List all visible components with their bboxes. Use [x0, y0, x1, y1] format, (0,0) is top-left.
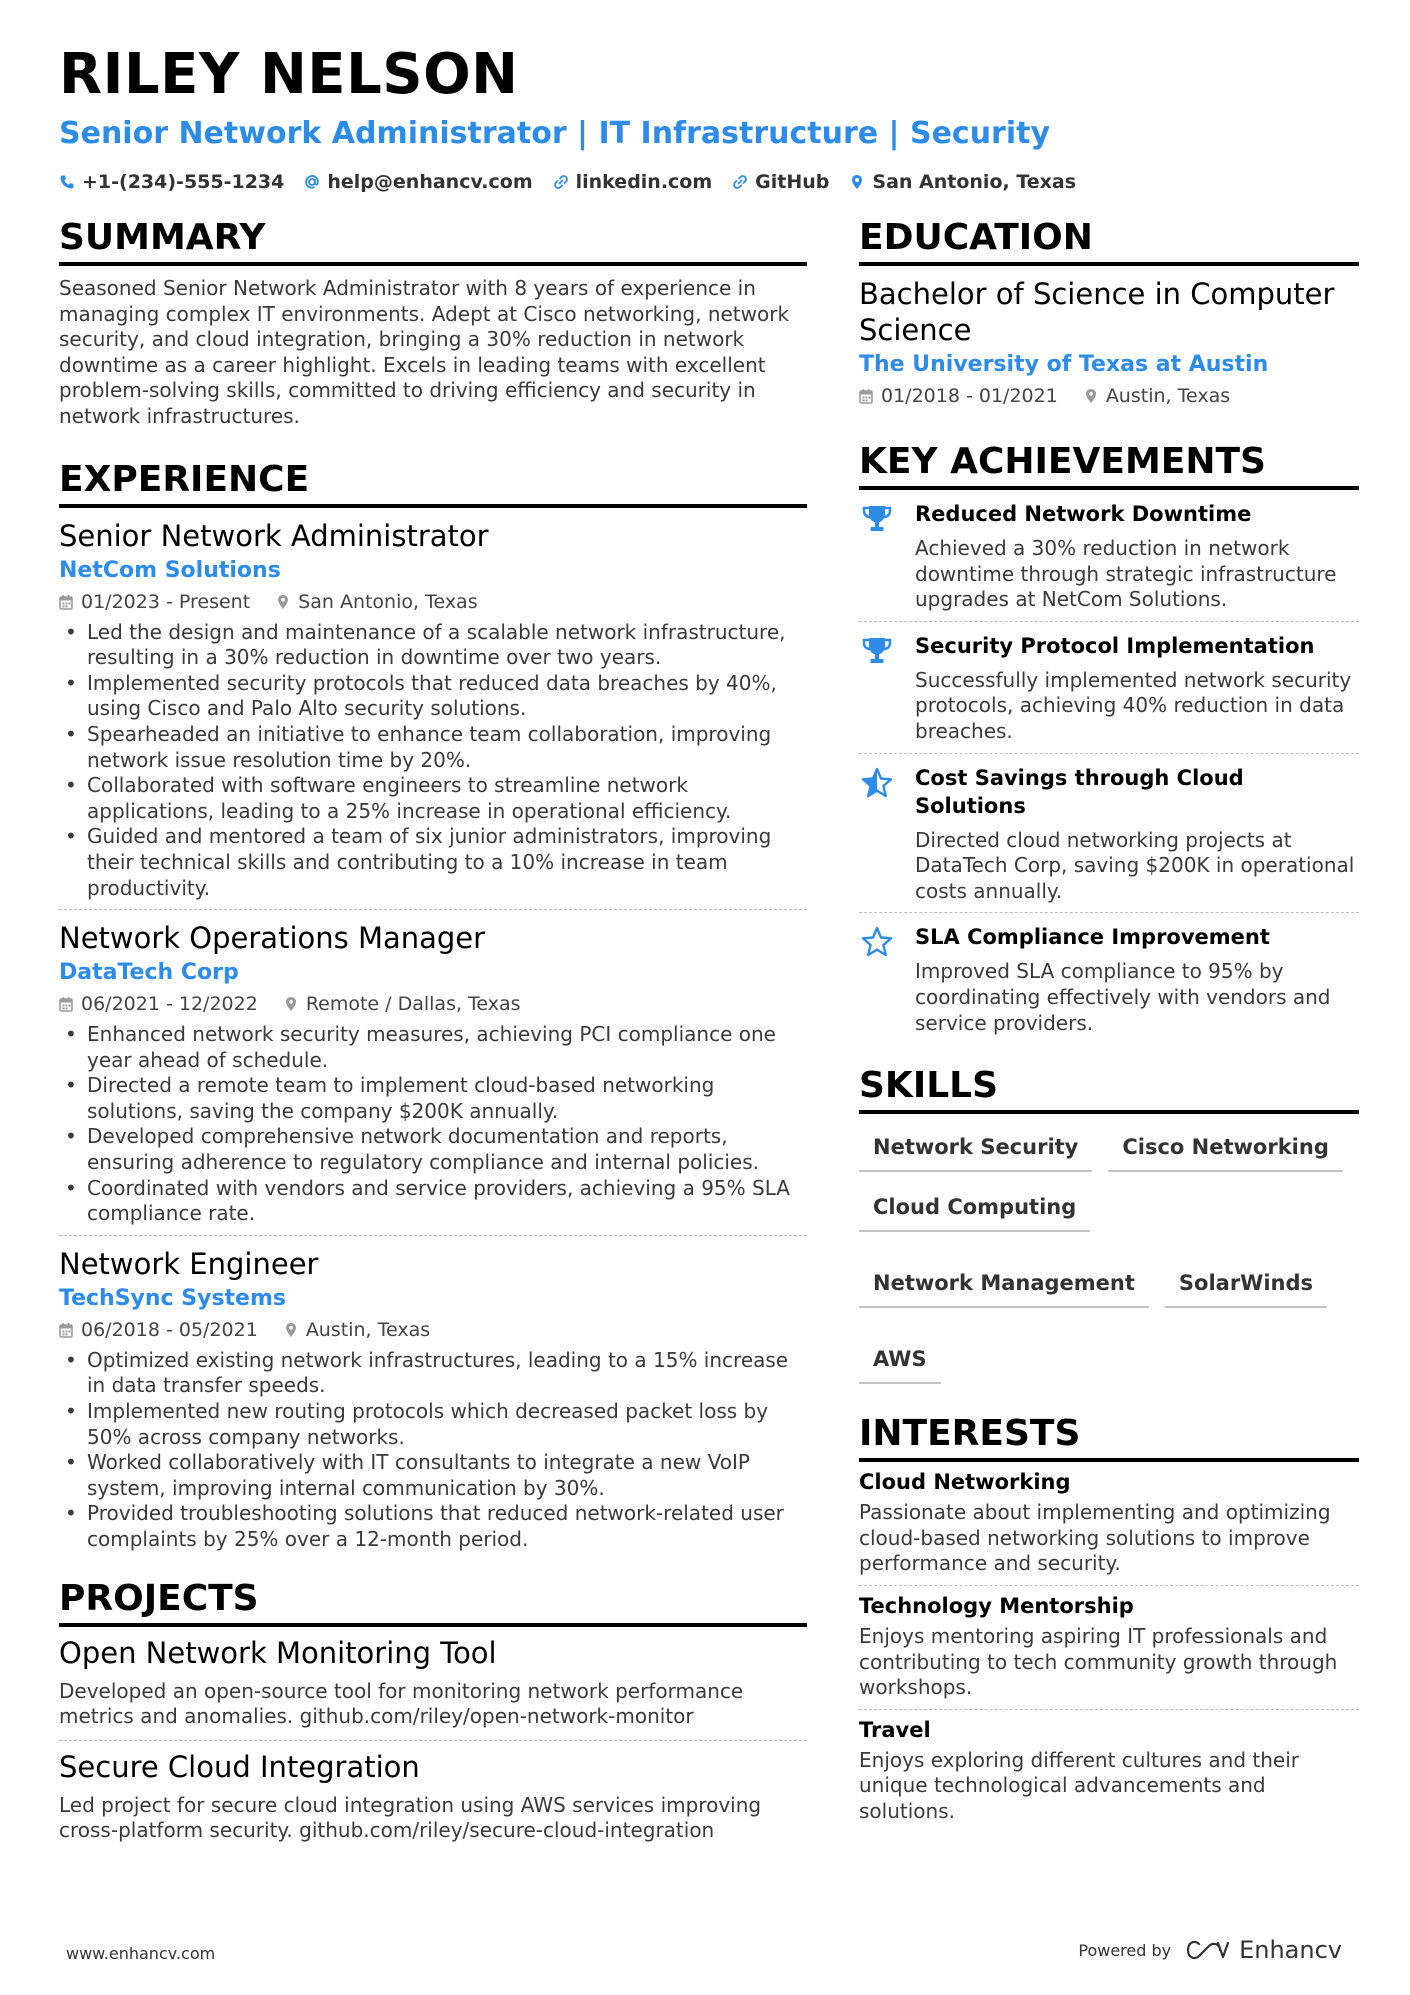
contact-linkedin[interactable]: [553, 171, 713, 193]
experience-section: [59, 460, 807, 1561]
achievement-item: [859, 913, 1359, 1044]
education-dates-text: 01/2018 - 01/2021: [881, 385, 1058, 407]
interest-description: Passionate about implementing and optimizing cloud-based networking solutions to improve performance and security.: [859, 1500, 1331, 1576]
section-title-skills: SKILLS: [859, 1066, 1359, 1114]
link-icon: [732, 174, 748, 190]
skill-tag: Network Security: [859, 1128, 1092, 1172]
trophy-icon: [859, 632, 895, 668]
contact-phone[interactable]: [59, 171, 284, 193]
section-title-interests: INTERESTS: [859, 1414, 1359, 1462]
achievement-title: Cost Savings through Cloud Solutions: [915, 765, 1244, 818]
achievement-title: Security Protocol Implementation: [915, 633, 1315, 658]
project-title: Secure Cloud Integration: [59, 1749, 420, 1784]
project-entry: [59, 1749, 807, 1854]
section-title-projects: PROJECTS: [59, 1579, 807, 1627]
job-dates-text: 06/2018 - 05/2021: [81, 1318, 258, 1341]
contact-phone-text: +1-(234)-555-1234: [82, 171, 285, 193]
job-bullet: • Implemented security protocols that reduced data breaches by 40%, using Cisco and Palo Alto security solutions.: [59, 671, 807, 722]
location-pin-icon: [276, 594, 290, 610]
projects-section: [59, 1579, 807, 1854]
job-entry: [59, 920, 807, 1236]
skills-list: [859, 1128, 1359, 1384]
project-description: Developed an open-source tool for monitoring network performance metrics and anomalies. github.com/riley/open-network-monitor: [59, 1678, 744, 1729]
contact-github[interactable]: [732, 171, 829, 193]
at-icon: [304, 174, 320, 190]
powered-by-label: Powered by: [1078, 1940, 1172, 1960]
job-location: [284, 1318, 430, 1342]
skill-tag: Network Management: [859, 1264, 1149, 1308]
skills-section: [859, 1066, 1359, 1384]
achievement-description: Successfully implemented network security protocols, achieving 40% reduction in data breaches.: [915, 667, 1352, 743]
achievement-item: [859, 622, 1359, 754]
achievements-section: [859, 442, 1359, 1044]
education-degree: Bachelor of Science in Computer Science: [859, 277, 1335, 347]
job-dates: [59, 992, 258, 1016]
trophy-icon: [859, 500, 895, 536]
calendar-icon: [859, 388, 873, 404]
project-description: Led project for secure cloud integration using AWS services improving cross-platform security. github.com/riley/secure-cloud-integration: [59, 1792, 762, 1843]
contact-linkedin-text: linkedin.com: [575, 171, 713, 193]
interests-section: [859, 1414, 1359, 1832]
education-location: [1084, 384, 1230, 408]
job-company: NetCom Solutions: [59, 557, 281, 583]
achievement-body: [915, 500, 1359, 613]
interest-item: [859, 1716, 1359, 1833]
job-location-text: Austin, Texas: [305, 1318, 431, 1341]
job-location-text: San Antonio, Texas: [298, 590, 478, 613]
summary-text: Seasoned Senior Network Administrator with 8 years of experience in managing complex IT environments. Adept at Cisco networking, network security, and cloud integration, bringing a 30% reduction in network downtime as a career highlight. Excels in leading teams with excellent problem-solving skills, committed to driving efficiency and security in network infrastructures.: [59, 276, 790, 428]
achievement-description: Achieved a 30% reduction in network downtime through strategic infrastructure upgrades at NetCom Solutions.: [915, 536, 1337, 612]
job-entry: [59, 518, 807, 911]
achievement-body: [915, 764, 1359, 905]
achievement-title: Reduced Network Downtime: [915, 502, 1252, 526]
enhancv-logo[interactable]: [1185, 1936, 1342, 1964]
contact-bar: [59, 170, 1076, 194]
job-company: TechSync Systems: [59, 1285, 286, 1311]
skill-tag: Cloud Computing: [859, 1188, 1090, 1232]
achievement-body: [915, 923, 1359, 1036]
interest-title: Cloud Networking: [859, 1470, 1071, 1495]
achievement-description: Improved SLA compliance to 95% by coordinating effectively with vendors and service providers.: [915, 959, 1331, 1035]
section-title-summary: SUMMARY: [59, 218, 807, 266]
education-school: The University of Texas at Austin: [859, 352, 1269, 377]
job-bullet: • Worked collaboratively with IT consultants to integrate a new VoIP system, improving internal communication by 30%.: [59, 1450, 807, 1501]
job-dates-text: 01/2023 - Present: [81, 590, 251, 613]
enhancv-logo-icon: [1185, 1938, 1231, 1962]
job-bullet: • Enhanced network security measures, achieving PCI compliance one year ahead of schedule.: [59, 1022, 807, 1073]
job-title: Senior Network Administrator: [59, 518, 489, 553]
footer-website[interactable]: www.enhancv.com: [66, 1944, 216, 1963]
interest-item: [859, 1468, 1359, 1586]
skill-tag: Cisco Networking: [1108, 1128, 1342, 1172]
job-dates: [59, 590, 250, 614]
location-pin-icon: [1084, 388, 1098, 404]
achievement-item: [859, 490, 1359, 622]
job-bullet: • Led the design and maintenance of a scalable network infrastructure, resulting in a 30% reduction in downtime over two years.: [59, 620, 807, 671]
job-dates-text: 06/2021 - 12/2022: [81, 993, 258, 1016]
job-dates: [59, 1318, 258, 1342]
job-title: Network Engineer: [59, 1246, 319, 1281]
enhancv-brand-text: Enhancv: [1239, 1936, 1342, 1964]
job-bullet: • Developed comprehensive network documentation and reports, ensuring adherence to regulatory compliance and internal policies.: [59, 1124, 807, 1175]
contact-location: [849, 171, 1076, 193]
section-title-achievements: KEY ACHIEVEMENTS: [859, 442, 1359, 490]
job-bullet: • Spearheaded an initiative to enhance team collaboration, improving network issue resolution time by 20%.: [59, 722, 807, 773]
candidate-name: RILEY NELSON: [59, 42, 519, 107]
job-bullet: • Directed a remote team to implement cloud-based networking solutions, saving the company $200K annually.: [59, 1073, 807, 1124]
education-location-text: Austin, Texas: [1105, 385, 1231, 407]
job-bullet: • Coordinated with vendors and service providers, achieving a 95% SLA compliance rate.: [59, 1176, 807, 1227]
job-location: [276, 590, 477, 614]
calendar-icon: [59, 1322, 73, 1338]
education-section: [859, 218, 1359, 408]
interest-title: Travel: [859, 1717, 931, 1742]
contact-github-text: GitHub: [755, 171, 830, 193]
calendar-icon: [59, 594, 73, 610]
job-bullet: • Collaborated with software engineers to streamline network applications, leading to a 25% increase in operational efficiency.: [59, 773, 807, 824]
job-location: [284, 992, 521, 1016]
candidate-tagline: Senior Network Administrator | IT Infrastructure | Security: [59, 116, 1051, 151]
job-meta: [59, 992, 807, 1016]
contact-email[interactable]: [304, 171, 532, 193]
project-entry: [59, 1635, 807, 1741]
skill-tag: SolarWinds: [1165, 1264, 1327, 1308]
calendar-icon: [59, 996, 73, 1012]
location-pin-icon: [849, 174, 865, 190]
job-title: Network Operations Manager: [59, 921, 486, 956]
job-location-text: Remote / Dallas, Texas: [305, 993, 521, 1016]
location-pin-icon: [284, 1322, 298, 1338]
contact-email-text: help@enhancv.com: [327, 171, 533, 193]
job-bullet: • Provided troubleshooting solutions that reduced network-related user complaints by 25% over a 12-month period.: [59, 1501, 807, 1552]
job-bullet: • Implemented new routing protocols which decreased packet loss by 50% across company networks.: [59, 1399, 807, 1450]
phone-icon: [59, 174, 75, 190]
link-icon: [553, 174, 569, 190]
job-meta: [59, 590, 807, 614]
achievement-description: Directed cloud networking projects at DataTech Corp, saving $200K in operational costs annually.: [915, 827, 1355, 903]
job-meta: [59, 1318, 807, 1342]
achievement-item: [859, 754, 1359, 914]
location-pin-icon: [284, 996, 298, 1012]
contact-location-text: San Antonio, Texas: [872, 171, 1077, 193]
right-column: [859, 218, 1359, 1832]
summary-section: [59, 218, 807, 430]
star-half-icon: [859, 764, 895, 800]
skill-tag: AWS: [859, 1340, 941, 1384]
interest-description: Enjoys mentoring aspiring IT professionals and contributing to tech community growth through workshops.: [859, 1623, 1338, 1700]
job-company: DataTech Corp: [59, 960, 239, 986]
interest-title: Technology Mentorship: [859, 1593, 1134, 1618]
achievement-body: [915, 632, 1359, 745]
section-title-experience: EXPERIENCE: [59, 460, 807, 508]
education-meta: [859, 384, 1359, 408]
job-bullet: • Optimized existing network infrastructures, leading to a 15% increase in data transfer speeds.: [59, 1348, 807, 1399]
achievement-title: SLA Compliance Improvement: [915, 925, 1270, 950]
interest-item: [859, 1592, 1359, 1710]
job-bullets: [59, 1348, 807, 1553]
star-outline-icon: [859, 923, 895, 959]
project-title: Open Network Monitoring Tool: [59, 1635, 497, 1670]
left-column: [59, 218, 807, 1854]
job-bullets: [59, 1022, 807, 1227]
section-title-education: EDUCATION: [859, 218, 1359, 266]
job-entry: [59, 1246, 807, 1561]
education-dates: [859, 384, 1058, 408]
job-bullet: • Guided and mentored a team of six junior administrators, improving their technical skills and contributing to a 10% increase in team productivity.: [59, 824, 807, 901]
job-bullets: [59, 620, 807, 902]
footer-branding: [1078, 1936, 1342, 1964]
interest-description: Enjoys exploring different cultures and their unique technological advancements and solutions.: [859, 1747, 1299, 1823]
